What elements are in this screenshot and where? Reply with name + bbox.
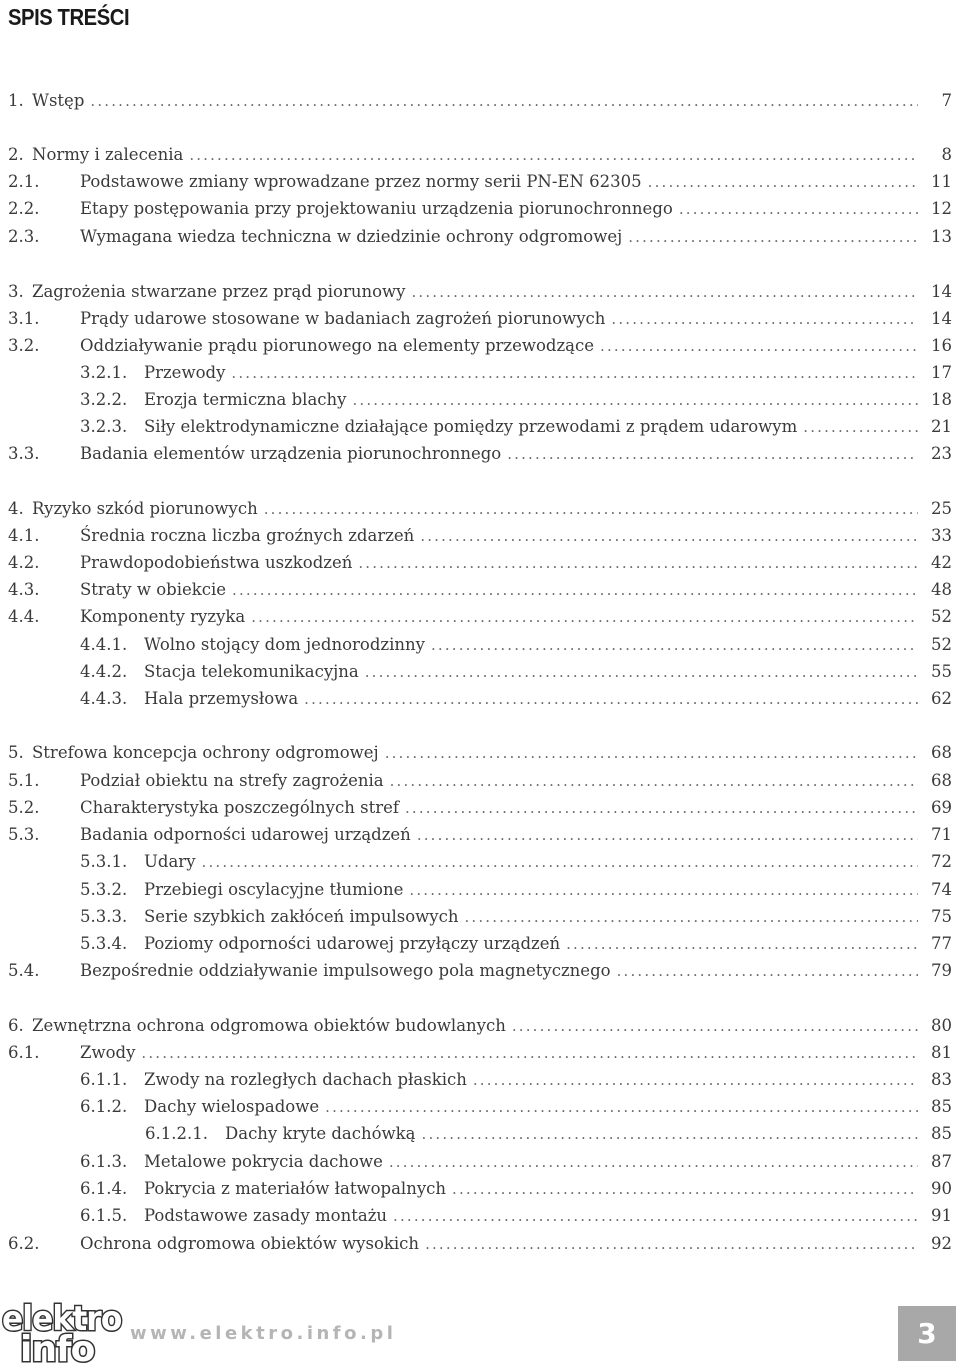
toc-number: 5.3.3. — [80, 907, 128, 926]
toc-leader-dots — [365, 661, 918, 683]
toc-title: Wymagana wiedza techniczna w dziedzinie ochrony odgromowej — [80, 227, 623, 246]
toc-title: Bezpośrednie oddziaływanie impulsowego pola magnetycznego — [80, 961, 611, 980]
toc-leader-dots — [251, 606, 918, 628]
toc-row[interactable] — [0, 144, 960, 166]
toc-leader-dots — [358, 552, 918, 574]
toc-page-number: 23 — [931, 444, 952, 463]
toc-leader-dots — [385, 742, 918, 764]
toc-page-number: 75 — [931, 907, 952, 926]
footer — [0, 1290, 960, 1370]
logo-text-elektro: elektro — [2, 1299, 122, 1339]
toc-page-number: 25 — [931, 499, 952, 518]
toc-page-number: 81 — [931, 1043, 952, 1062]
toc-leader-dots — [389, 1151, 918, 1173]
toc-title: Zagrożenia stwarzane przez prąd piorunowy — [32, 282, 406, 301]
toc-number: 6.1.5. — [80, 1206, 128, 1225]
toc-number: 4.1. — [8, 526, 40, 545]
toc-number: 6.2. — [8, 1234, 40, 1253]
toc-title: Strefowa koncepcja ochrony odgromowej — [32, 743, 379, 762]
toc-row[interactable] — [0, 416, 960, 438]
toc-row[interactable] — [0, 960, 960, 982]
toc-row[interactable] — [0, 389, 960, 411]
toc-row[interactable] — [0, 552, 960, 574]
toc-page-number: 16 — [931, 336, 952, 355]
toc-title: Metalowe pokrycia dachowe — [144, 1152, 383, 1171]
toc-leader-dots — [803, 416, 918, 438]
toc-page-number: 77 — [931, 934, 952, 953]
toc-page-number: 11 — [931, 172, 952, 191]
toc-title: Komponenty ryzyka — [80, 607, 246, 626]
toc-page-number: 33 — [931, 526, 952, 545]
toc-leader-dots — [566, 933, 918, 955]
toc-number: 5.3.4. — [80, 934, 128, 953]
toc-title: Badania elementów urządzenia piorunochronnego — [80, 444, 502, 463]
toc-number: 4.4.2. — [80, 662, 128, 681]
toc-leader-dots — [611, 308, 918, 330]
toc-row[interactable] — [0, 281, 960, 303]
toc-title: Stacja telekomunikacyjna — [144, 662, 359, 681]
toc-row[interactable] — [0, 606, 960, 628]
website-link[interactable]: www.elektro.info.pl — [130, 1323, 397, 1344]
toc-page-number: 83 — [931, 1070, 952, 1089]
toc-page-number: 85 — [931, 1124, 952, 1143]
toc-title: Podstawowe zasady montażu — [144, 1206, 388, 1225]
toc-row[interactable] — [0, 770, 960, 792]
toc-row[interactable] — [0, 525, 960, 547]
toc-number: 6.1. — [8, 1043, 40, 1062]
toc-title: Badania odporności udarowej urządzeń — [80, 825, 411, 844]
toc-row[interactable] — [0, 1233, 960, 1255]
toc-row[interactable] — [0, 1096, 960, 1118]
toc-number: 3.2.1. — [80, 363, 128, 382]
toc-row[interactable] — [0, 634, 960, 656]
toc-number: 6.1.2.1. — [145, 1124, 208, 1143]
toc-title: Ochrona odgromowa obiektów wysokich — [80, 1234, 420, 1253]
toc-number: 3.2.3. — [80, 417, 128, 436]
toc-title: Zwody — [80, 1043, 136, 1062]
toc-leader-dots — [411, 281, 918, 303]
toc-page-number: 74 — [931, 880, 952, 899]
toc-title: Oddziaływanie prądu piorunowego na elementy przewodzące — [80, 336, 595, 355]
toc-page-number: 48 — [931, 580, 952, 599]
toc-page-number: 91 — [931, 1206, 952, 1225]
toc-number: 5. — [8, 743, 24, 762]
toc-title: Średnia roczna liczba groźnych zdarzeń — [80, 526, 415, 545]
toc-row[interactable] — [0, 1015, 960, 1037]
toc-title: Dachy wielospadowe — [144, 1097, 320, 1116]
toc-page-number: 69 — [931, 798, 952, 817]
toc-page-number: 68 — [931, 743, 952, 762]
toc-leader-dots — [325, 1096, 918, 1118]
toc-page-number: 90 — [931, 1179, 952, 1198]
toc-number: 5.2. — [8, 798, 40, 817]
toc-leader-dots — [431, 634, 918, 656]
toc-title: Pokrycia z materiałów łatwopalnych — [144, 1179, 447, 1198]
toc-row[interactable] — [0, 797, 960, 819]
toc-page-number: 14 — [931, 309, 952, 328]
toc-number: 4.4.3. — [80, 689, 128, 708]
toc-number: 4.3. — [8, 580, 40, 599]
toc-title: Przewody — [144, 363, 226, 382]
toc-number: 4.4. — [8, 607, 40, 626]
toc-row[interactable] — [0, 90, 960, 112]
toc-row[interactable] — [0, 879, 960, 901]
toc-number: 6.1.2. — [80, 1097, 128, 1116]
toc-title: Prądy udarowe stosowane w badaniach zagrożeń piorunowych — [80, 309, 606, 328]
toc-page-number: 68 — [931, 771, 952, 790]
toc-number: 3.3. — [8, 444, 40, 463]
toc-row[interactable] — [0, 688, 960, 710]
toc-leader-dots — [202, 851, 918, 873]
toc-leader-dots — [628, 226, 918, 248]
toc-page-number: 92 — [931, 1234, 952, 1253]
toc-number: 6. — [8, 1016, 24, 1035]
toc-title: Dachy kryte dachówką — [225, 1124, 416, 1143]
toc-title: Wstęp — [32, 91, 85, 110]
toc-row[interactable] — [0, 1151, 960, 1173]
toc-page-number: 7 — [941, 91, 952, 110]
toc-title: Wolno stojący dom jednorodzinny — [144, 635, 425, 654]
toc-title: Ryzyko szkód piorunowych — [32, 499, 258, 518]
page-title: SPIS TREŚCI — [8, 4, 130, 30]
toc-row[interactable] — [0, 226, 960, 248]
toc-leader-dots — [304, 688, 918, 710]
toc-row[interactable] — [0, 1042, 960, 1064]
toc-number: 2.3. — [8, 227, 40, 246]
toc-title: Hala przemysłowa — [144, 689, 299, 708]
toc-title: Poziomy odporności udarowej przyłączy urządzeń — [144, 934, 561, 953]
toc-row[interactable] — [0, 579, 960, 601]
toc-number: 2. — [8, 145, 24, 164]
toc-row[interactable] — [0, 498, 960, 520]
toc-title: Straty w obiekcie — [80, 580, 227, 599]
toc-number: 4. — [8, 499, 24, 518]
toc-row[interactable] — [0, 933, 960, 955]
toc-title: Zwody na rozległych dachach płaskich — [144, 1070, 467, 1089]
toc-page-number: 18 — [931, 390, 952, 409]
toc-number: 5.3.2. — [80, 880, 128, 899]
toc-row[interactable] — [0, 1178, 960, 1200]
toc-title: Etapy postępowania przy projektowaniu urządzenia piorunochronnego — [80, 199, 673, 218]
toc-row[interactable] — [0, 335, 960, 357]
toc-row[interactable] — [0, 171, 960, 193]
toc-leader-dots — [189, 144, 918, 166]
toc-number: 1. — [8, 91, 24, 110]
toc-title: Erozja termiczna blachy — [144, 390, 347, 409]
toc-number: 6.1.1. — [80, 1070, 128, 1089]
toc-row[interactable] — [0, 443, 960, 465]
toc-title: Udary — [144, 852, 196, 871]
toc-page-number: 13 — [931, 227, 952, 246]
toc-leader-dots — [617, 960, 918, 982]
page-number-badge: 3 — [898, 1306, 956, 1361]
toc-row[interactable] — [0, 198, 960, 220]
toc-number: 5.4. — [8, 961, 40, 980]
toc-leader-dots — [512, 1015, 918, 1037]
toc-leader-dots — [264, 498, 918, 520]
toc-leader-dots — [393, 1205, 918, 1227]
toc-row[interactable] — [0, 362, 960, 384]
toc-title: Charakterystyka poszczególnych stref — [80, 798, 399, 817]
toc-row[interactable] — [0, 851, 960, 873]
toc-page-number: 79 — [931, 961, 952, 980]
toc-leader-dots — [390, 770, 918, 792]
toc-row[interactable] — [0, 824, 960, 846]
toc-title: Serie szybkich zakłóceń impulsowych — [144, 907, 459, 926]
toc-leader-dots — [232, 579, 918, 601]
toc-leader-dots — [425, 1233, 918, 1255]
toc-leader-dots — [422, 1123, 918, 1145]
toc-leader-dots — [90, 90, 918, 112]
toc-page-number: 87 — [931, 1152, 952, 1171]
toc-page-number: 71 — [931, 825, 952, 844]
toc-number: 2.2. — [8, 199, 40, 218]
toc-page-number: 8 — [941, 145, 952, 164]
toc-leader-dots — [464, 906, 918, 928]
toc-page-number: 14 — [931, 282, 952, 301]
toc-row[interactable] — [0, 906, 960, 928]
toc-number: 5.1. — [8, 771, 40, 790]
toc-title: Zewnętrzna ochrona odgromowa obiektów budowlanych — [32, 1016, 506, 1035]
toc-number: 5.3. — [8, 825, 40, 844]
toc-number: 2.1. — [8, 172, 40, 191]
toc-leader-dots — [452, 1178, 918, 1200]
toc-leader-dots — [420, 525, 918, 547]
toc-leader-dots — [507, 443, 918, 465]
toc-title: Podstawowe zmiany wprowadzane przez normy serii PN-EN 62305 — [80, 172, 642, 191]
toc-page-number: 52 — [931, 607, 952, 626]
toc-leader-dots — [679, 198, 918, 220]
toc-row[interactable] — [0, 1123, 960, 1145]
toc-number: 4.4.1. — [80, 635, 128, 654]
toc-row[interactable] — [0, 1069, 960, 1091]
toc-number: 3. — [8, 282, 24, 301]
toc-row[interactable] — [0, 308, 960, 330]
toc-leader-dots — [473, 1069, 918, 1091]
toc-page-number: 52 — [931, 635, 952, 654]
elektro-info-logo — [2, 1299, 122, 1370]
toc-page-number: 80 — [931, 1016, 952, 1035]
logo-text-info: info — [20, 1329, 95, 1370]
toc-title: Podział obiektu na strefy zagrożenia — [80, 771, 384, 790]
toc-number: 5.3.1. — [80, 852, 128, 871]
toc-page-number: 12 — [931, 199, 952, 218]
toc-title: Normy i zalecenia — [32, 145, 184, 164]
toc-number: 3.2.2. — [80, 390, 128, 409]
toc-leader-dots — [231, 362, 918, 384]
toc-row[interactable] — [0, 742, 960, 764]
toc-page-number: 72 — [931, 852, 952, 871]
toc-page-number: 42 — [931, 553, 952, 572]
toc-page-number: 55 — [931, 662, 952, 681]
toc-number: 3.1. — [8, 309, 40, 328]
toc-title: Siły elektrodynamiczne działające pomiędzy przewodami z prądem udarowym — [144, 417, 798, 436]
toc-leader-dots — [141, 1042, 918, 1064]
toc-page-number: 62 — [931, 689, 952, 708]
toc-number: 6.1.4. — [80, 1179, 128, 1198]
toc-leader-dots — [600, 335, 918, 357]
toc-title: Prawdopodobieństwa uszkodzeń — [80, 553, 353, 572]
toc-leader-dots — [648, 171, 918, 193]
toc-title: Przebiegi oscylacyjne tłumione — [144, 880, 404, 899]
toc-row[interactable] — [0, 1205, 960, 1227]
toc-number: 3.2. — [8, 336, 40, 355]
toc-page-number: 85 — [931, 1097, 952, 1116]
toc-row[interactable] — [0, 661, 960, 683]
toc-number: 4.2. — [8, 553, 40, 572]
toc-leader-dots — [417, 824, 918, 846]
toc-page-number: 17 — [931, 363, 952, 382]
toc-leader-dots — [405, 797, 918, 819]
toc-page-number: 21 — [931, 417, 952, 436]
toc-leader-dots — [409, 879, 918, 901]
toc-leader-dots — [352, 389, 918, 411]
toc-number: 6.1.3. — [80, 1152, 128, 1171]
